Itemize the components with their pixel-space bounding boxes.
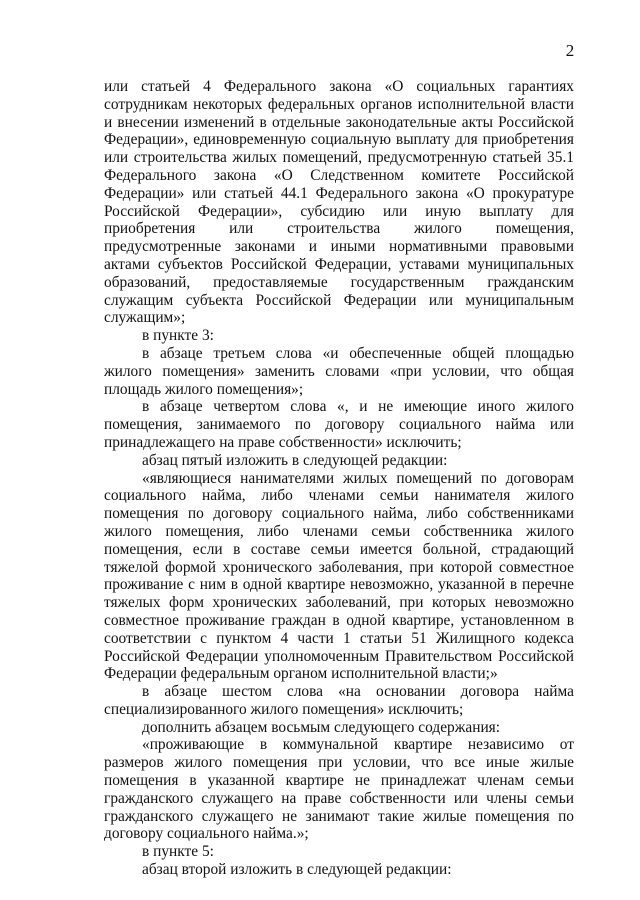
paragraph-item-5-heading: в пункте 5: <box>142 843 214 861</box>
paragraph-eighth-abzac-text: «проживающие в коммунальной квартире независимо от размеров жилого помещения при условии, что все иные жилые помещения в указанной квартире не принадлежат членам семьи гражданского служащего на праве собственности или члены семьи гражданского служащего не занимают такие жилые помещения по договору социального найма.»; <box>104 736 574 843</box>
paragraph-fourth-abzac: в абзаце четвертом слова «, и не имеющие иного жилого помещения, занимаемого по договору социального найма или принадлежащего на праве собственности» исключить; <box>104 398 574 451</box>
document-body <box>104 78 574 879</box>
paragraph-sixth-abzac: в абзаце шестом слова «на основании договора найма специализированного жилого помещения» исключить; <box>104 683 574 718</box>
paragraph-fifth-abzac-text: «являющиеся нанимателями жилых помещений по договорам социального найма, либо членами семьи нанимателя жилого помещения по договору социального найма, либо собственниками жилого помещения, либо членами семьи собственника жилого помещения, если в составе семьи имеется больной, страдающий тяжелой формой хронического заболевания, при которой совместное проживание с ним в одной квартире невозможно, указанной в перечне тяжелых форм хронических заболеваний, при которых невозможно совместное проживание граждан в одной квартире, установленном в соответствии с пунктом 4 части 1 статьи 51 Жилищного кодекса Российской Федерации уполномоченным Правительством Российской Федерации федеральным органом исполнительной власти;» <box>104 469 574 683</box>
paragraph-third-abzac: в абзаце третьем слова «и обеспеченные общей площадью жилого помещения» заменить словами «при условии, что общая площадь жилого помещения»; <box>104 344 574 398</box>
paragraph-add-eighth-intro: дополнить абзацем восьмым следующего содержания: <box>142 718 501 736</box>
page-number: 2 <box>565 41 575 60</box>
paragraph-item-3-heading: в пункте 3: <box>142 327 214 345</box>
paragraph-second-abzac-intro: абзац второй изложить в следующей редакции: <box>142 861 452 879</box>
paragraph-continuation: или статьей 4 Федерального закона «О социальных гарантиях сотрудникам некоторых федеральных органов исполнительной власти и внесении изменений в отдельные законодательные акты Российской Федерации», единовременную социальную выплату для приобретения или строительства жилых помещений, предусмотренную статьей 35.1 Федерального закона «О Следственном комитете Российской Федерации» или статьей 44.1 Федерального закона «О прокуратуре Российской Федерации», субсидию или иную выплату для приобретения или строительства жилого помещения, предусмотренные законами и иными нормативными правовыми актами субъектов Российской Федерации, уставами муниципальных образований, предоставляемые государственным гражданским служащим субъекта Российской Федерации или муниципальным служащим»; <box>104 78 574 327</box>
paragraph-fifth-abzac-intro: абзац пятый изложить в следующей редакции: <box>142 451 448 469</box>
